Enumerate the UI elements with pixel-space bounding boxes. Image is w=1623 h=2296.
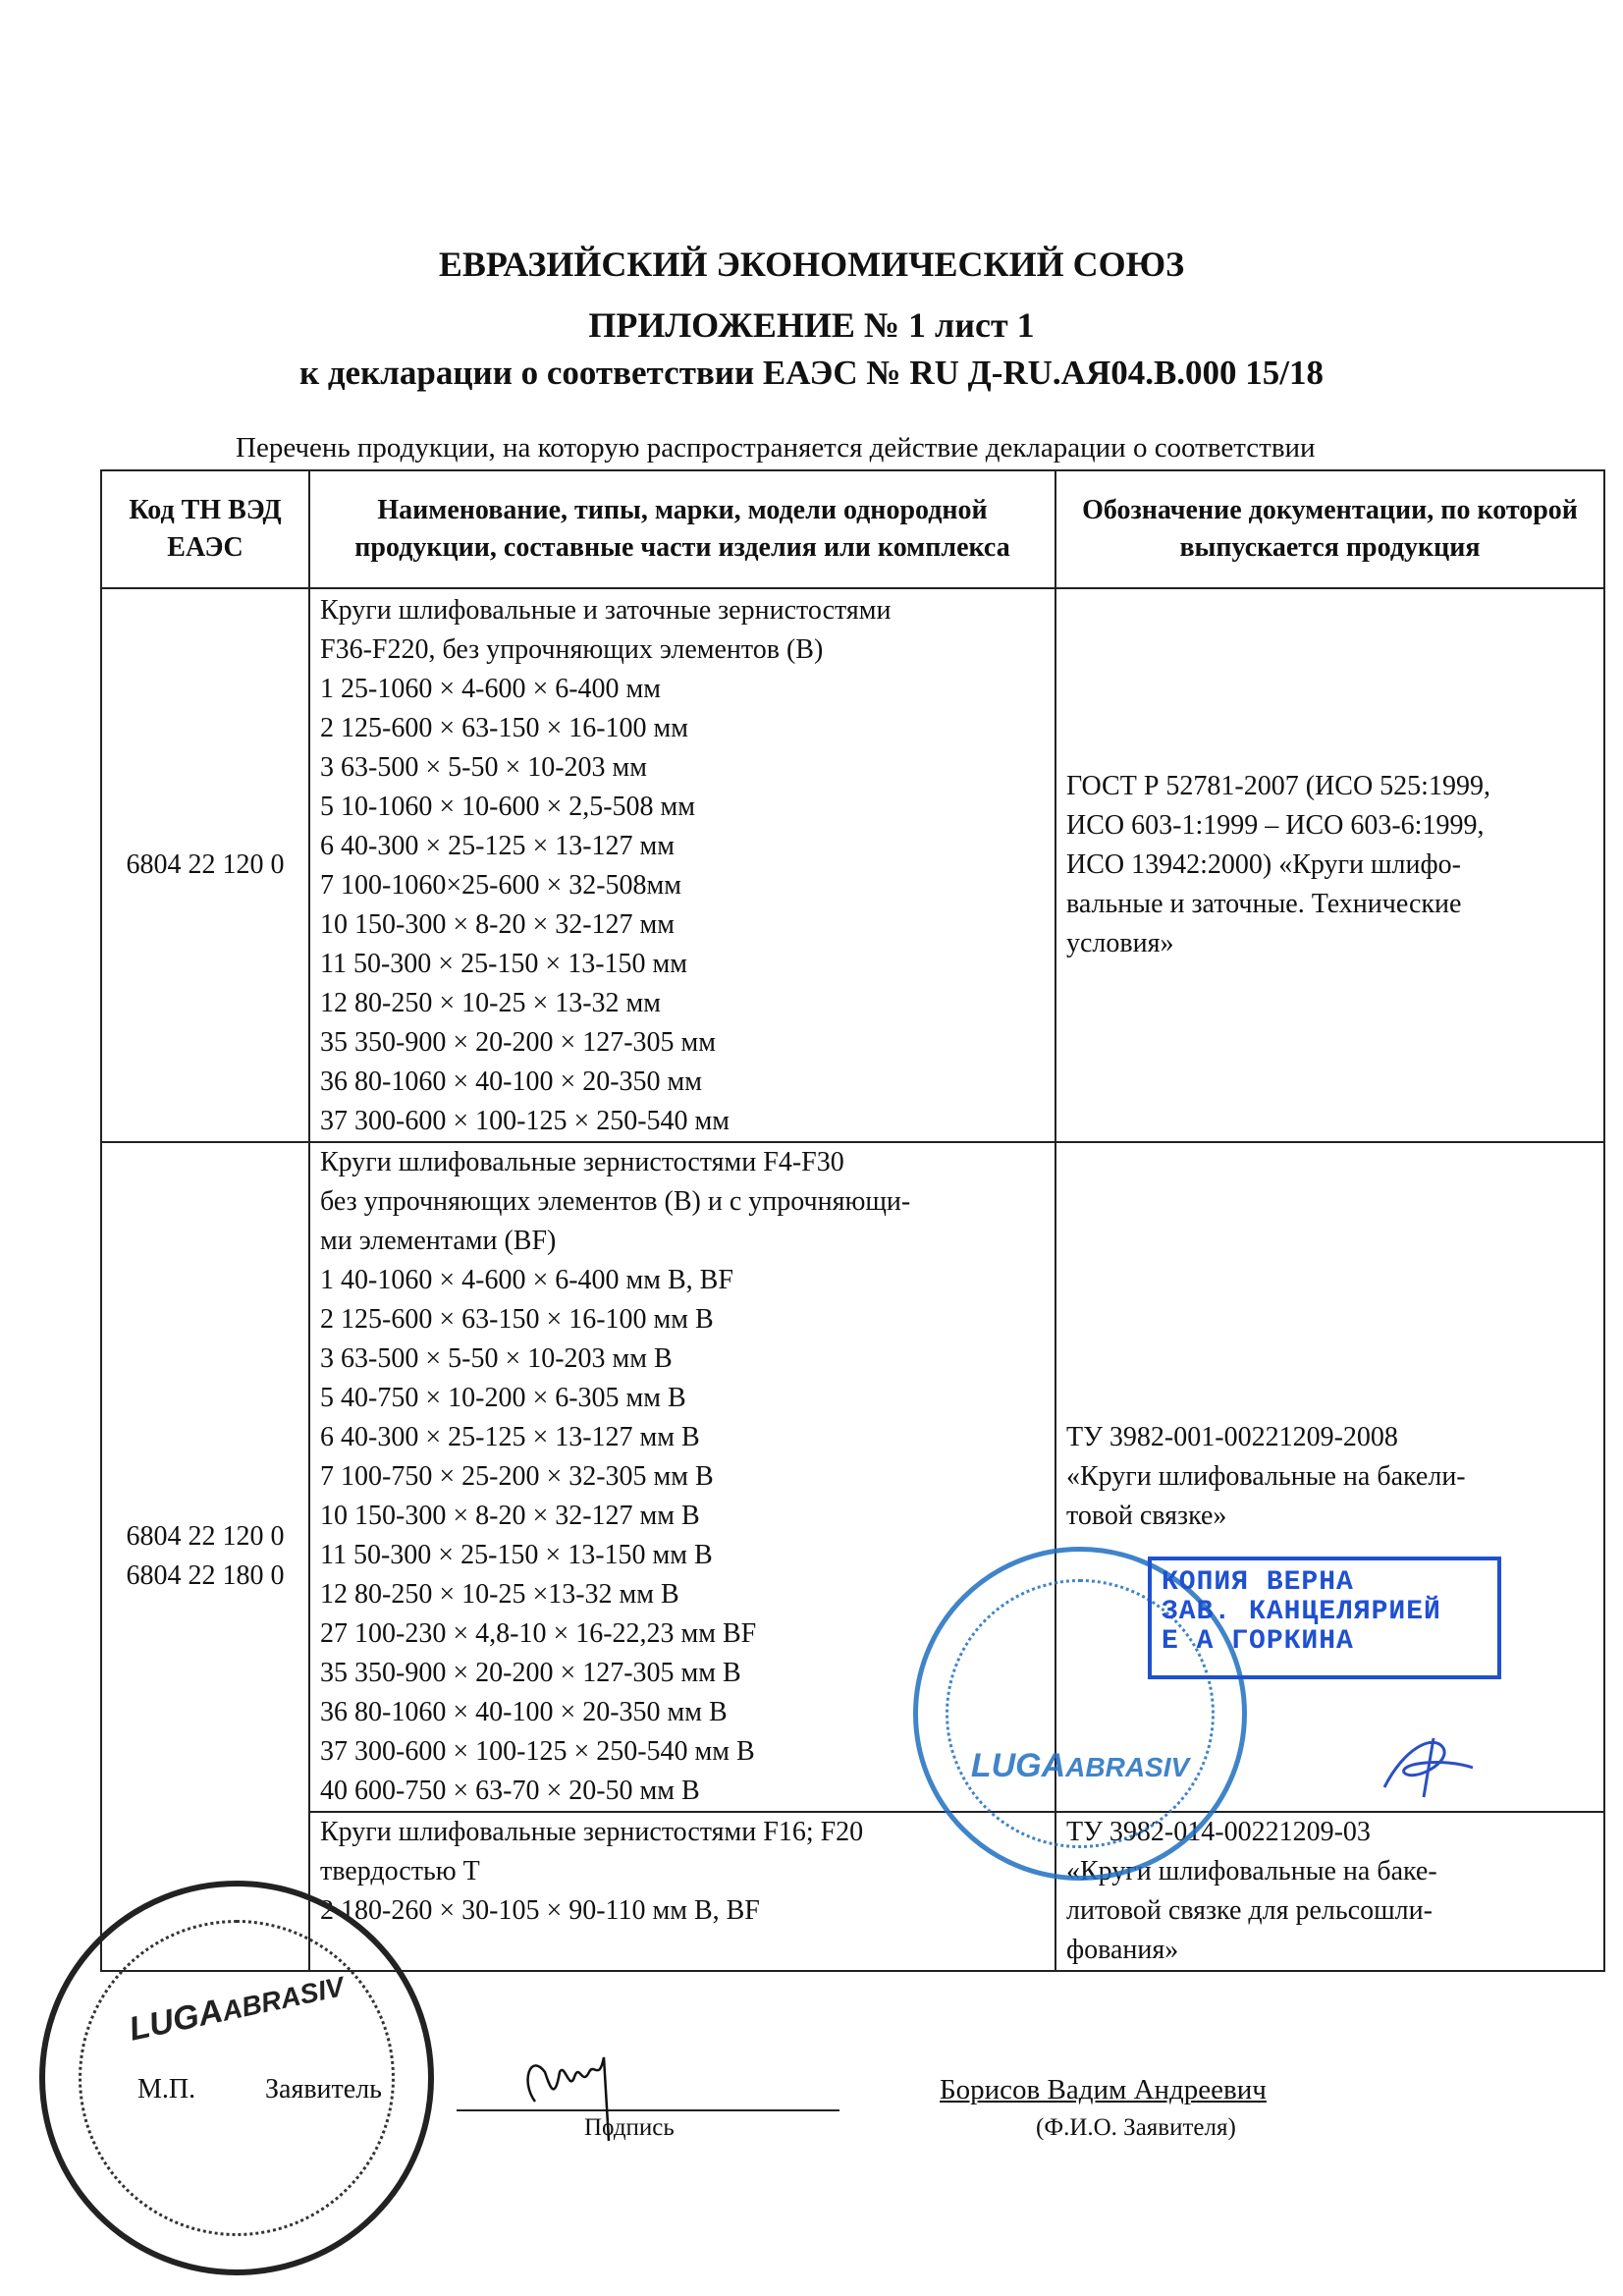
cell-line: 11 50-300 × 25-150 × 13-150 мм [320, 949, 687, 979]
applicant-label: Заявитель [265, 2074, 382, 2105]
cell-line: 27 100-230 × 4,8-10 × 16-22,23 мм BF [320, 1618, 757, 1649]
cell-line: товой связке» [1066, 1501, 1227, 1531]
cell-line: 10 150-300 × 8-20 × 32-127 мм [320, 909, 675, 940]
cell-line: 10 150-300 × 8-20 × 32-127 мм В [320, 1501, 700, 1531]
column-header-doc: Обозначение документации, по которой выпускается продукция [1055, 470, 1604, 588]
copy-stamp-line: ЗАВ. КАНЦЕЛЯРИЕЙ [1162, 1597, 1441, 1627]
table-header-row [101, 470, 1604, 588]
cell-line: 12 80-250 × 10-25 × 13-32 мм [320, 988, 661, 1018]
cell-line: «Круги шлифовальные на бакели- [1066, 1461, 1466, 1492]
cell-line: 11 50-300 × 25-150 × 13-150 мм В [320, 1540, 713, 1570]
row-products [309, 588, 1055, 1142]
row-code [101, 1142, 309, 1971]
cell-line: 6804 22 120 0 [126, 1521, 285, 1552]
cell-line: 37 300-600 × 100-125 × 250-540 мм В [320, 1736, 755, 1767]
copy-stamp-line: КОПИЯ ВЕРНА [1162, 1567, 1354, 1598]
cell-line: Круги шлифовальные зернистостями F16; F20 [320, 1817, 864, 1847]
column-header-code: Код ТН ВЭД ЕАЭС [101, 470, 309, 588]
signature-line [457, 2109, 839, 2111]
cell-line: ГОСТ Р 52781-2007 (ИСО 525:1999, [1066, 771, 1490, 801]
cell-line: «Круги шлифовальные на баке- [1066, 1856, 1437, 1886]
cell-line: 2 180-260 × 30-105 × 90-110 мм В, BF [320, 1895, 760, 1926]
copy-stamp-line: Е А ГОРКИНА [1162, 1626, 1354, 1657]
union-title: ЕВРАЗИЙСКИЙ ЭКОНОМИЧЕСКИЙ СОЮЗ [438, 245, 1185, 284]
cell-line: 12 80-250 × 10-25 ×13-32 мм В [320, 1579, 679, 1610]
cell-line: 6 40-300 × 25-125 × 13-127 мм [320, 831, 675, 861]
cell-line: ИСО 13942:2000) «Круги шлифо- [1066, 849, 1461, 880]
cell-line: 5 10-1060 × 10-600 × 2,5-508 мм [320, 792, 695, 822]
cell-line: 35 350-900 × 20-200 × 127-305 мм В [320, 1658, 741, 1688]
cell-line: 6804 22 180 0 [126, 1560, 285, 1591]
cell-line: 35 350-900 × 20-200 × 127-305 мм [320, 1027, 716, 1058]
applicant-name-label: (Ф.И.О. Заявителя) [1036, 2114, 1236, 2141]
cell-line: 40 600-750 × 63-70 × 20-50 мм В [320, 1776, 700, 1806]
certified-copy-stamp [1148, 1557, 1501, 1679]
appendix-title: ПРИЛОЖЕНИЕ № 1 лист 1 [588, 305, 1035, 345]
cell-line: ТУ 3982-014-00221209-03 [1066, 1817, 1371, 1847]
intro-text: Перечень продукции, на которую распространяется действие декларации о соответствии [236, 432, 1316, 464]
cell-line: условия» [1066, 928, 1174, 958]
cell-line: 36 80-1060 × 40-100 × 20-350 мм В [320, 1697, 728, 1727]
cell-line: 7 100-1060×25-600 × 32-508мм [320, 870, 681, 901]
cell-line: 1 40-1060 × 4-600 × 6-400 мм В, BF [320, 1265, 733, 1295]
signature-label: Подпись [584, 2114, 675, 2141]
table-row [101, 588, 1604, 1142]
cell-line: 6 40-300 × 25-125 × 13-127 мм В [320, 1422, 700, 1452]
column-header-name: Наименование, типы, марки, модели однородной продукции, составные части изделия или комплекса [309, 470, 1055, 588]
cell-line: 5 40-750 × 10-200 × 6-305 мм В [320, 1383, 686, 1413]
row-products [309, 1812, 1055, 1971]
cell-line: ИСО 603-1:1999 – ИСО 603-6:1999, [1066, 810, 1485, 841]
company-logo: LUGAABRASIV [126, 1971, 348, 2049]
stamp-place-label: М.П. [137, 2074, 196, 2105]
cell-line: ми элементами (BF) [320, 1226, 557, 1256]
row-documentation [1055, 588, 1604, 1142]
cell-line: F36-F220, без упрочняющих элементов (В) [320, 634, 824, 665]
cell-line: 2 125-600 × 63-150 × 16-100 мм [320, 713, 688, 743]
cell-line: 37 300-600 × 100-125 × 250-540 мм [320, 1106, 730, 1136]
cell-line: 36 80-1060 × 40-100 × 20-350 мм [320, 1066, 702, 1097]
cell-line: 6804 22 120 0 [126, 849, 285, 880]
declaration-number: к декларации о соответствии ЕАЭС № RU Д-RU.АЯ04.В.000 15/18 [298, 354, 1325, 392]
cell-line: 7 100-750 × 25-200 × 32-305 мм В [320, 1461, 714, 1492]
cell-line: Круги шлифовальные и заточные зернистостями [320, 595, 892, 626]
cell-line: 1 25-1060 × 4-600 × 6-400 мм [320, 674, 661, 704]
cell-line: вальные и заточные. Технические [1066, 889, 1462, 919]
blue-signature [1375, 1728, 1483, 1807]
cell-line: 3 63-500 × 5-50 × 10-203 мм [320, 752, 647, 783]
cell-line: 3 63-500 × 5-50 × 10-203 мм В [320, 1343, 673, 1374]
cell-line: фования» [1066, 1935, 1179, 1965]
row-code [101, 588, 309, 1142]
cell-line: без упрочняющих элементов (В) и с упрочняющи- [320, 1186, 911, 1217]
applicant-name: Борисов Вадим Андреевич [940, 2074, 1267, 2105]
table-row [101, 1142, 1604, 1812]
cell-line: литовой связке для рельсошли- [1066, 1895, 1433, 1926]
cell-line: твердостью Т [320, 1856, 480, 1886]
cell-line: ТУ 3982-001-00221209-2008 [1066, 1422, 1398, 1452]
company-logo: LUGAABRASIV [970, 1747, 1190, 1784]
cell-line: 2 125-600 × 63-150 × 16-100 мм В [320, 1304, 714, 1335]
cell-line: Круги шлифовальные зернистостями F4-F30 [320, 1147, 844, 1177]
